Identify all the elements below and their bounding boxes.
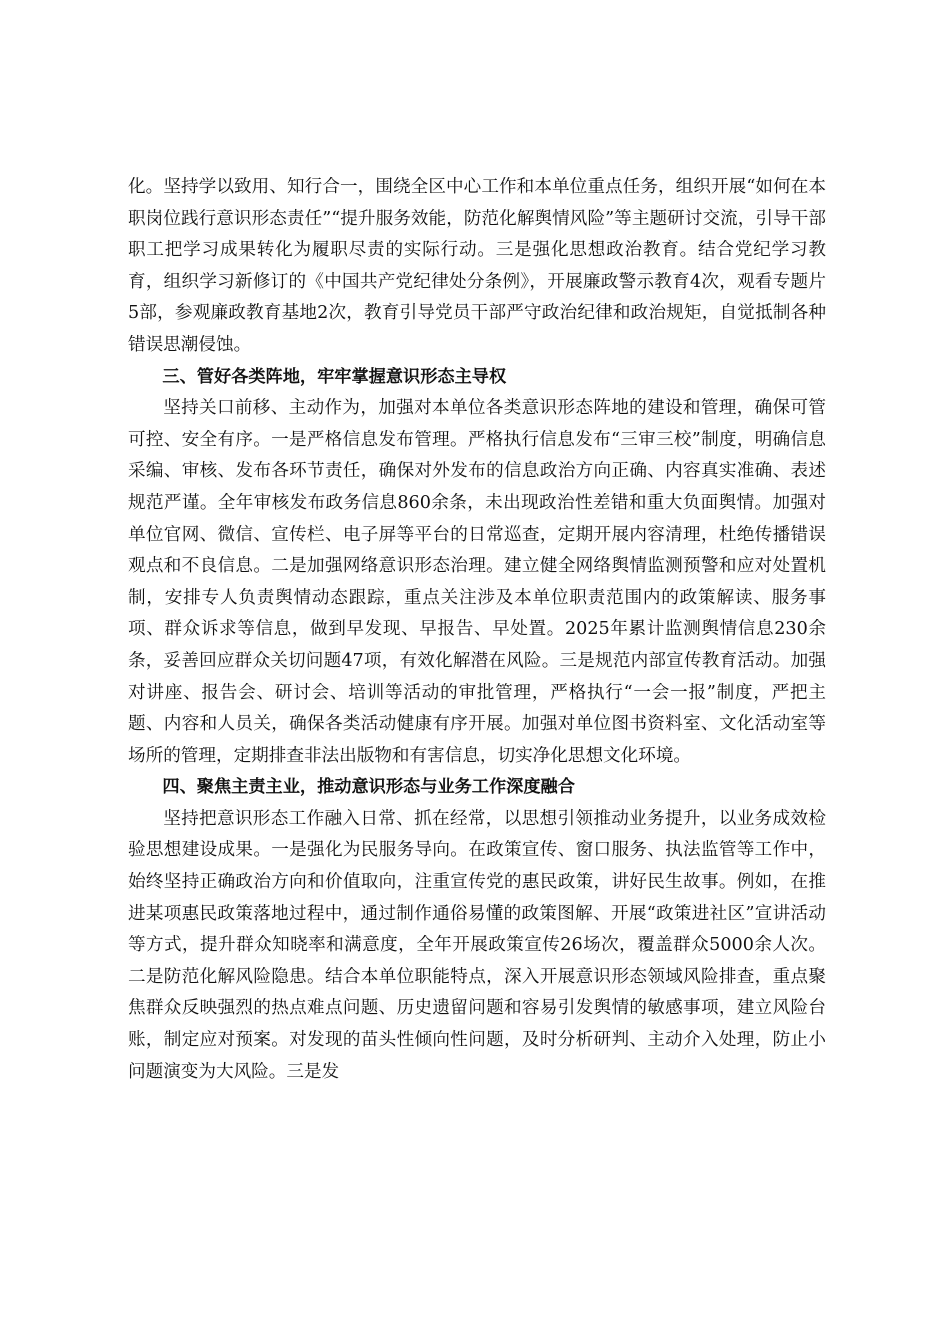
section-heading-3: 三、管好各类阵地，牢牢掌握意识形态主导权 (162, 366, 507, 387)
body-paragraph-1: 化。坚持学以致用、知行合一，围绕全区中心工作和本单位重点任务，组织开展“如何在本职岗位践行意识形态责任”“提升服务效能，防范化解舆情风险”等主题研讨交流，引导干部职工把学习成果转化为履职尽责的实际行动。三是强化思想政治教育。结合党纪学习教育，组织学习新修订的《中国共产党纪律处分条例》，开展廉政警示教育4次，观看专题片5部，参观廉政教育基地2次，教育引导党员干部严守政治纪律和政治规矩，自觉抵制各种错误思潮侵蚀。 (128, 177, 826, 355)
body-paragraph-3: 坚持把意识形态工作融入日常、抓在经常，以思想引领推动业务提升，以业务成效检验思想建设成果。一是强化为民服务导向。在政策宣传、窗口服务、执法监管等工作中，始终坚持正确政治方向和价值取向，注重宣传党的惠民政策，讲好民生故事。例如，在推进某项惠民政策落地过程中，通过制作通俗易懂的政策图解、开展“政策进社区”宣讲活动等方式，提升群众知晓率和满意度，全年开展政策宣传26场次，覆盖群众5000余人次。二是防范化解风险隐患。结合本单位职能特点，深入开展意识形态领域风险排查，重点聚焦群众反映强烈的热点难点问题、历史遗留问题和容易引发舆情的敏感事项，建立风险台账，制定应对预案。对发现的苗头性倾向性问题，及时分析研判、主动介入处理，防止小问题演变为大风险。三是发 (128, 808, 826, 1082)
section-heading-4: 四、聚焦主责主业，推动意识形态与业务工作深度融合 (162, 777, 575, 798)
body-paragraph-2: 坚持关口前移、主动作为，加强对本单位各类意识形态阵地的建设和管理，确保可管可控、安全有序。一是严格信息发布管理。严格执行信息发布“三审三校”制度，明确信息采编、审核、发布各环节责任，确保对外发布的信息政治方向正确、内容真实准确、表述规范严谨。全年审核发布政务信息860余条，未出现政治性差错和重大负面舆情。加强对单位官网、微信、宣传栏、电子屏等平台的日常巡查，定期开展内容清理，杜绝传播错误观点和不良信息。二是加强网络意识形态治理。建立健全网络舆情监测预警和应对处置机制，安排专人负责舆情动态跟踪，重点关注涉及本单位职责范围内的政策解读、服务事项、群众诉求等信息，做到早发现、早报告、早处置。2025年累计监测舆情信息230余条，妥善回应群众关切问题47项，有效化解潜在风险。三是规范内部宣传教育活动。加强对讲座、报告会、研讨会、培训等活动的审批管理，严格执行“一会一报”制度，严把主题、内容和人员关，确保各类活动健康有序开展。加强对单位图书资料室、文化活动室等场所的管理，定期排查非法出版物和有害信息，切实净化思想文化环境。 (128, 398, 826, 766)
document-page (128, 172, 826, 1088)
